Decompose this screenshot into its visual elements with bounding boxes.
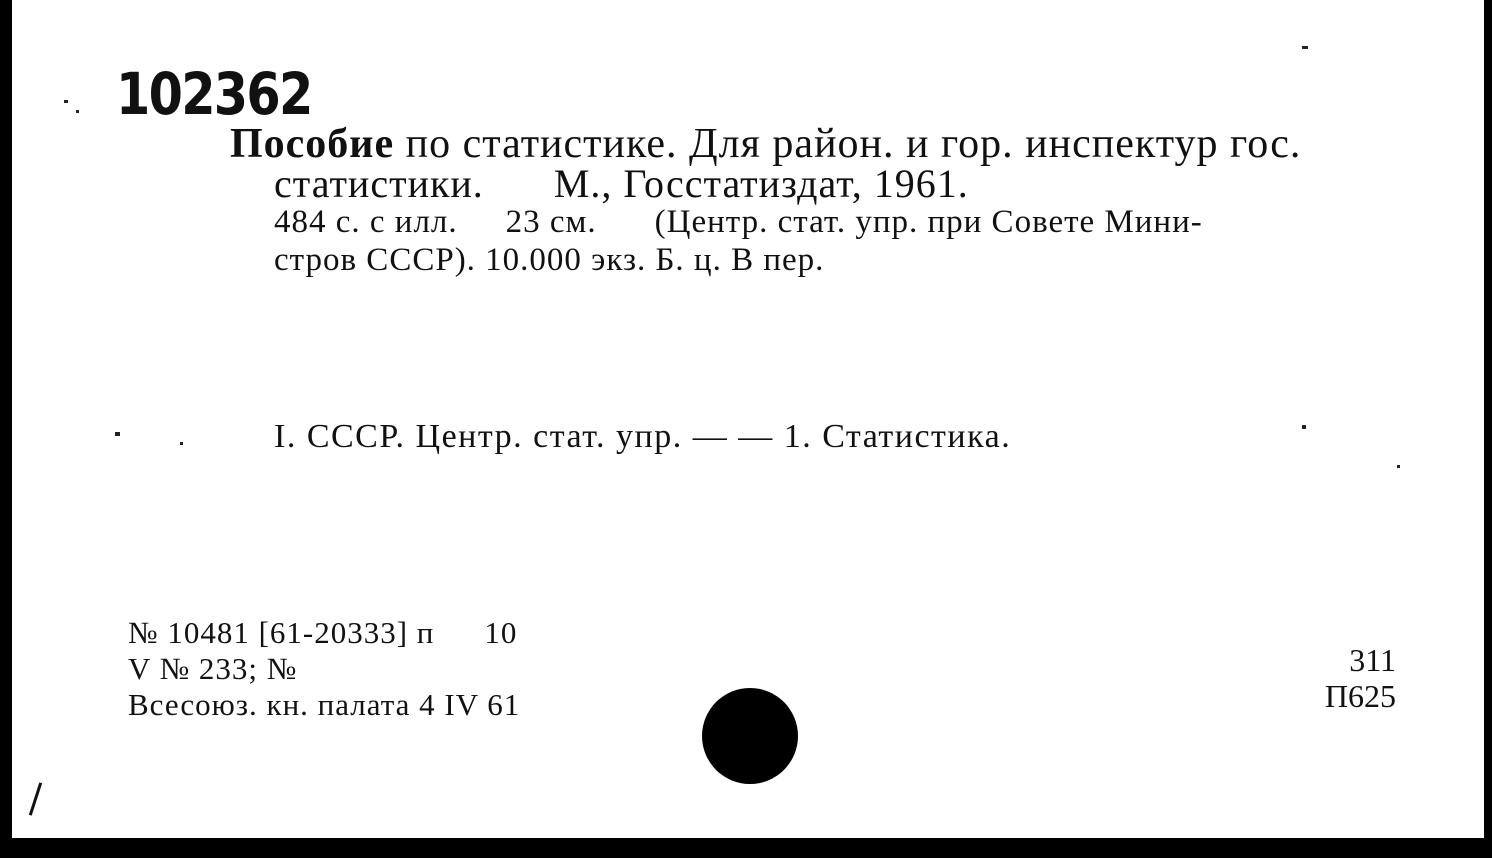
- dimensions: 23 см.: [505, 204, 597, 240]
- title-continuation: статистики.: [274, 161, 484, 206]
- description-line: [274, 203, 1394, 241]
- description-line: стров СССР). 10.000 экз. Б. ц. В пер.: [274, 242, 825, 278]
- title-continuation-line: [274, 160, 969, 207]
- subject-tracing: I. СССР. Центр. стат. упр. — — 1. Статистика.: [274, 418, 1012, 455]
- registration-line: V № 233; №: [128, 651, 298, 686]
- registration-count: 10: [484, 615, 518, 650]
- registration-number: № 10481 [61-20333] п: [128, 615, 435, 650]
- classification-block: [1325, 642, 1396, 714]
- pencil-mark: [29, 782, 42, 815]
- call-number: 102362: [116, 60, 312, 128]
- imprint: М., Госстатиздат, 1961.: [553, 161, 969, 206]
- dust-speck: [180, 442, 183, 445]
- dust-speck: [1397, 465, 1400, 468]
- class-number: 311: [1349, 642, 1396, 678]
- title-rest: по статистике. Для район. и гор. инспектур гос.: [394, 121, 1302, 167]
- registration-block: [128, 615, 520, 723]
- chamber-line: Всесоюз. кн. палата 4 IV 61: [128, 687, 521, 722]
- catalog-card: [12, 0, 1484, 838]
- pages-illustrations: 484 с. с илл.: [274, 204, 458, 240]
- title-lead-word: Пособие: [230, 121, 395, 167]
- punch-hole: [702, 688, 798, 784]
- dust-speck: [115, 432, 120, 436]
- dust-speck: [1302, 46, 1308, 49]
- author-mark: П625: [1324, 678, 1396, 714]
- physical-description: [274, 203, 1394, 279]
- series-note: (Центр. стат. упр. при Совете Мини-: [654, 204, 1203, 240]
- dust-speck: [1302, 425, 1306, 429]
- registration-line: [128, 615, 520, 651]
- dust-speck: [64, 100, 68, 103]
- dust-speck: [76, 110, 79, 113]
